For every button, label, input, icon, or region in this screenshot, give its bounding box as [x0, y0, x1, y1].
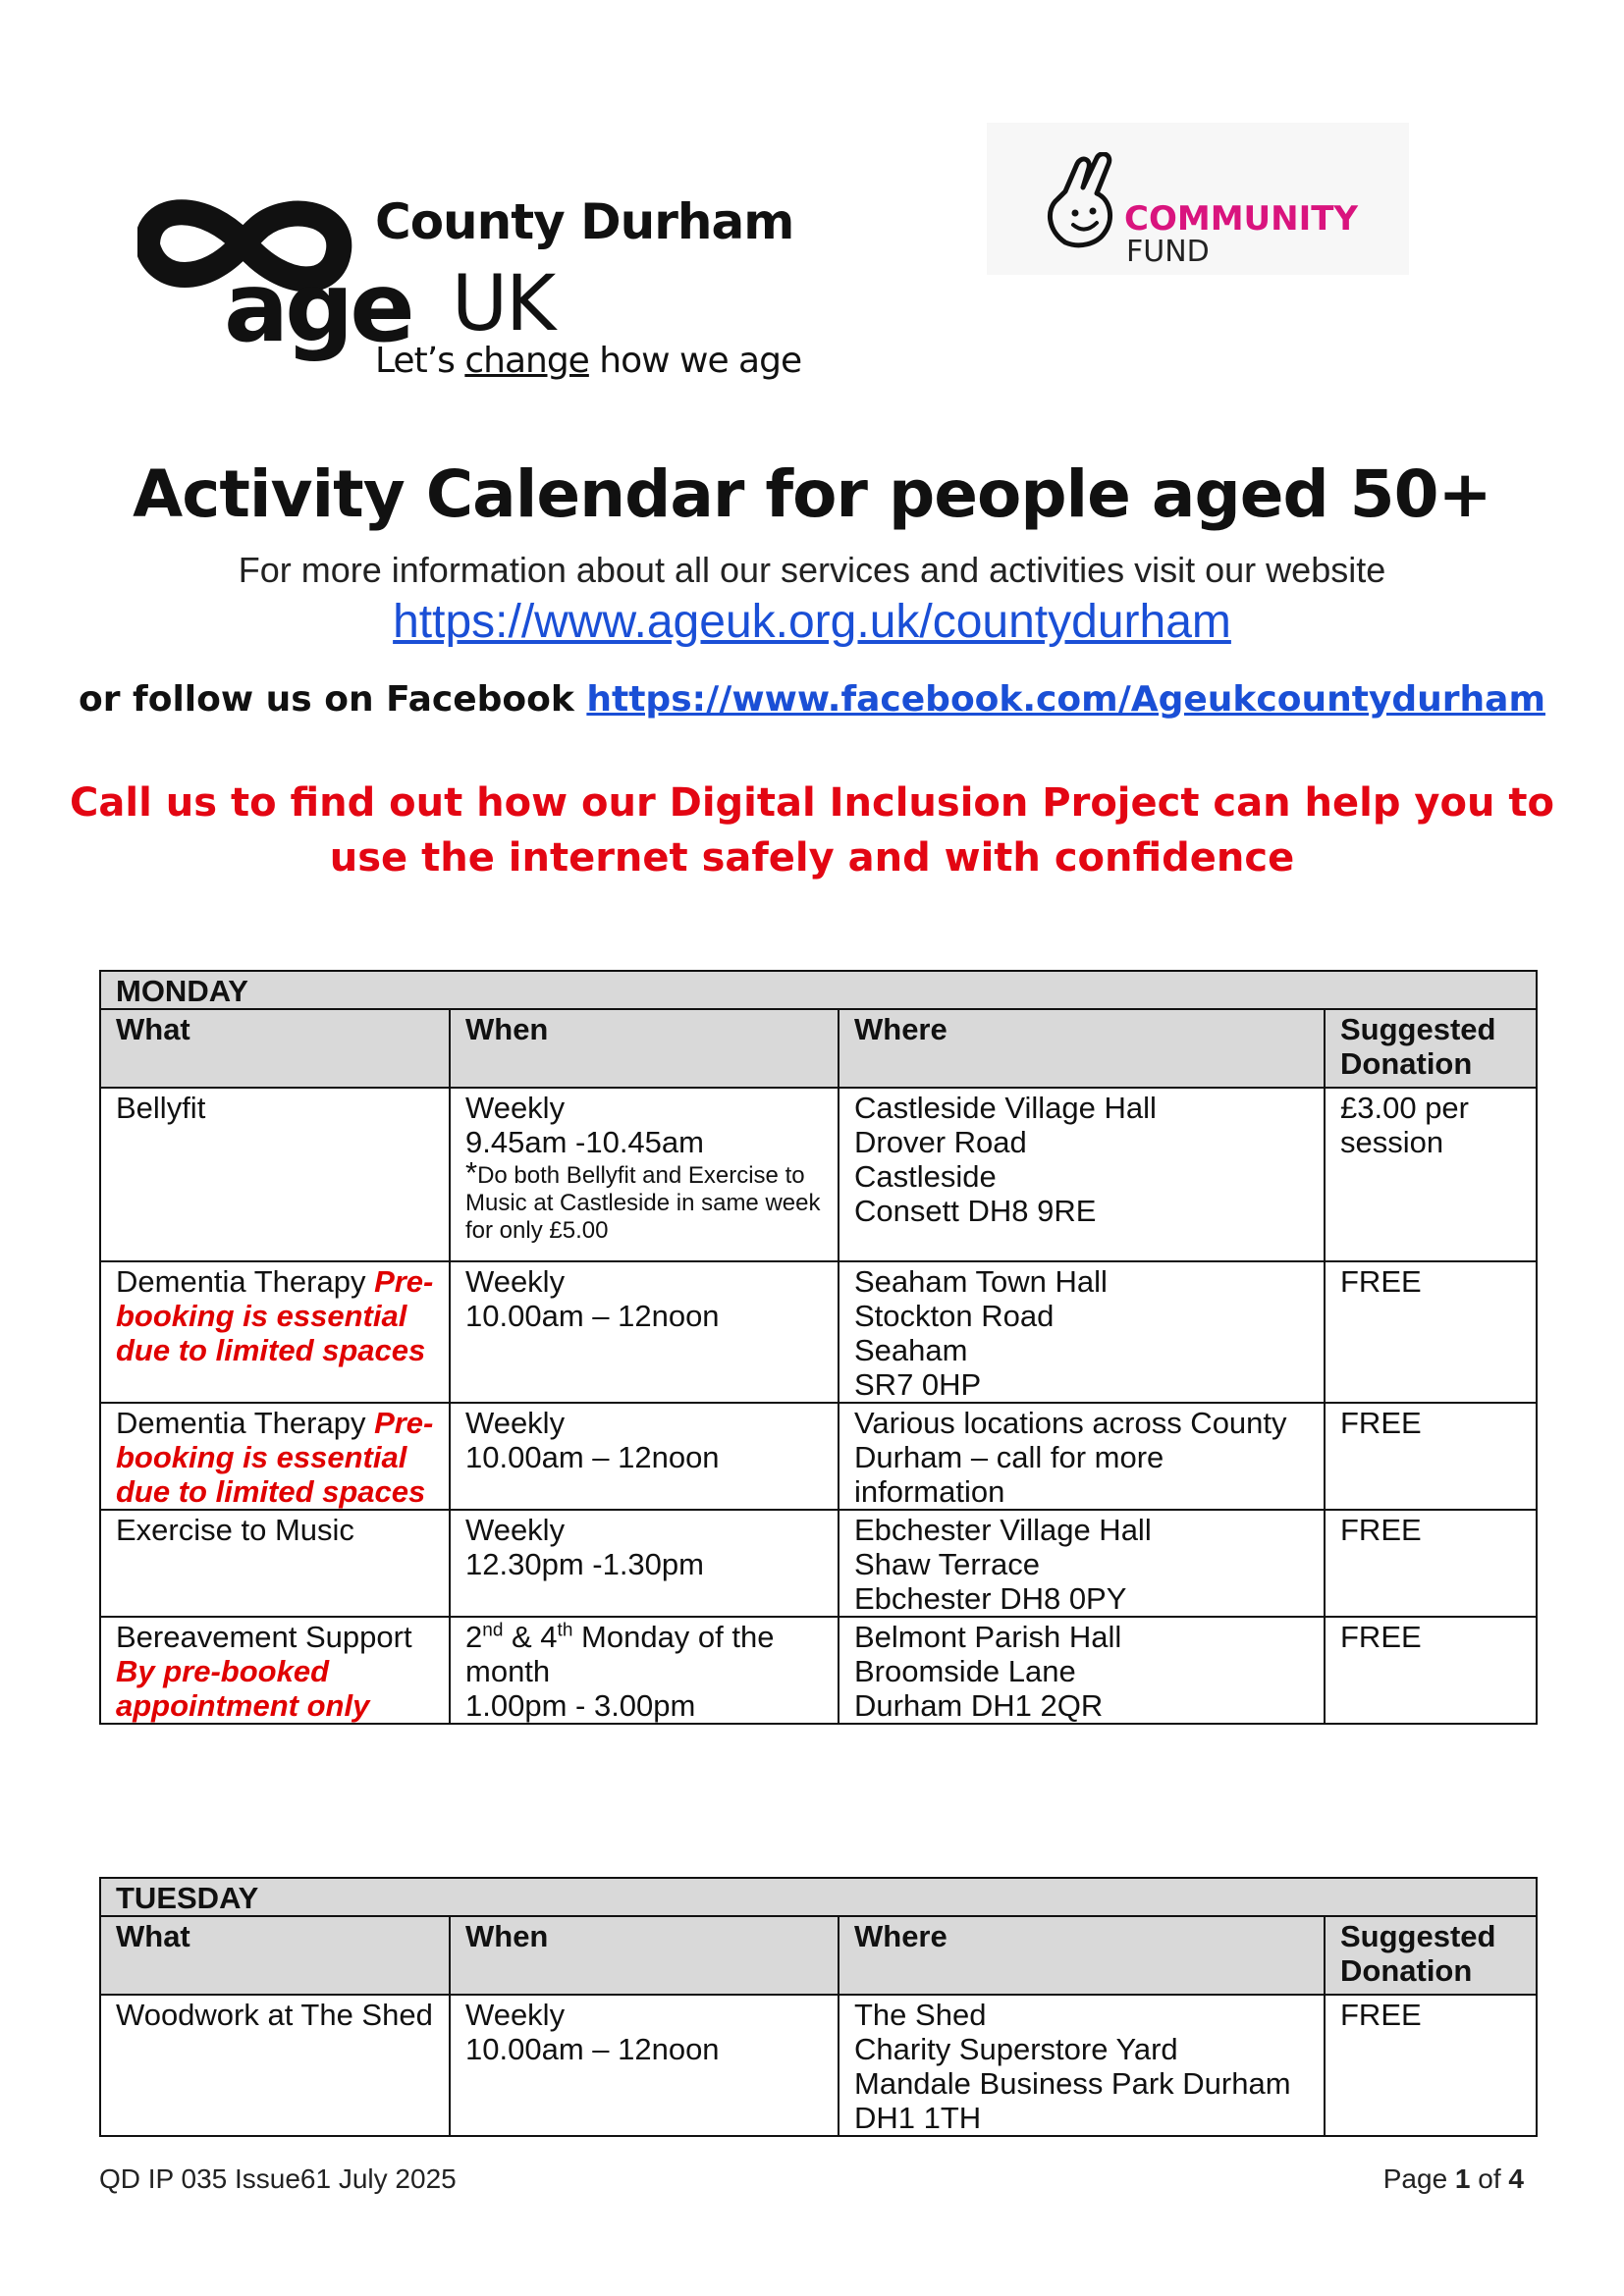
info-text: For more information about all our services and activities visit our website	[238, 550, 1386, 590]
bellyfit-note: *Do both Bellyfit and Exercise to Music at Castleside in same week for only £5.00	[465, 1155, 821, 1244]
col-what: What	[100, 1916, 450, 1995]
facebook-prefix: or follow us on Facebook	[79, 679, 587, 720]
community-fund-line2: FUND	[1126, 235, 1210, 269]
community-fund-logo	[987, 123, 1409, 275]
monday-table	[99, 970, 1538, 1725]
page-number: Page 1 of 4	[1382, 2163, 1524, 2194]
what-cell: Dementia Therapy Pre-booking is essential due to limited spaces	[100, 1261, 450, 1403]
page-title: Activity Calendar for people aged 50+	[133, 456, 1491, 532]
ageuk-tagline: Let’s change how we age	[375, 341, 802, 381]
community-fund-line1: COMMUNITY	[1124, 199, 1359, 239]
digital-line-2: use the internet safely and with confidence	[329, 835, 1295, 881]
when-cell: Weekly 10.00am – 12noon	[450, 1995, 839, 2136]
col-when: When	[450, 1009, 839, 1088]
table-row	[100, 1088, 1537, 1261]
what-cell: Exercise to Music	[100, 1510, 450, 1617]
what-cell: Bereavement Support By pre-booked appointment only	[100, 1617, 450, 1724]
table-row	[100, 1261, 1537, 1403]
col-when: When	[450, 1916, 839, 1995]
when-cell: 2nd & 4th Monday of the month 1.00pm - 3.00pm	[450, 1617, 839, 1724]
ageuk-county: County Durham	[375, 193, 794, 250]
ageuk-uk: UK	[452, 260, 555, 348]
when-cell: Weekly 9.45am -10.45am *Do both Bellyfit and Exercise to Music at Castleside in same week for only £5.00	[450, 1088, 839, 1261]
what-cell: Woodwork at The Shed	[100, 1995, 450, 2136]
table-row	[100, 1510, 1537, 1617]
when-cell: Weekly 12.30pm -1.30pm	[450, 1510, 839, 1617]
ageuk-age: age	[224, 252, 411, 364]
when-cell: Weekly 10.00am – 12noon	[450, 1403, 839, 1510]
where-cell: Ebchester Village Hall Shaw Terrace Ebchester DH8 0PY	[839, 1510, 1325, 1617]
donation-cell: FREE	[1325, 1510, 1537, 1617]
where-cell: The Shed Charity Superstore Yard Mandale Business Park Durham DH1 1TH	[839, 1995, 1325, 2136]
where-cell: Various locations across County Durham – call for more information	[839, 1403, 1325, 1510]
day-heading-tuesday: TUESDAY	[100, 1878, 1537, 1916]
facebook-link[interactable]: https://www.facebook.com/Ageukcountydurham	[586, 679, 1545, 720]
ageuk-logo	[137, 172, 805, 398]
donation-cell: FREE	[1325, 1995, 1537, 2136]
col-donation: Suggested Donation	[1325, 1009, 1537, 1088]
table-row	[100, 1403, 1537, 1510]
table-row	[100, 1617, 1537, 1724]
col-donation: Suggested Donation	[1325, 1916, 1537, 1995]
document-reference: QD IP 035 Issue61 July 2025	[99, 2163, 457, 2194]
donation-cell: FREE	[1325, 1403, 1537, 1510]
what-cell: Dementia Therapy Pre-booking is essential due to limited spaces	[100, 1403, 450, 1510]
crossed-fingers-icon	[1036, 152, 1134, 250]
when-cell: Weekly 10.00am – 12noon	[450, 1261, 839, 1403]
table-row	[100, 1995, 1537, 2136]
where-cell: Seaham Town Hall Stockton Road Seaham SR7 0HP	[839, 1261, 1325, 1403]
day-heading-monday: MONDAY	[100, 971, 1537, 1009]
col-what: What	[100, 1009, 450, 1088]
col-where: Where	[839, 1916, 1325, 1995]
digital-line-1: Call us to find out how our Digital Inclusion Project can help you to	[70, 780, 1554, 826]
donation-cell: FREE	[1325, 1261, 1537, 1403]
where-cell: Belmont Parish Hall Broomside Lane Durham DH1 2QR	[839, 1617, 1325, 1724]
website-link[interactable]: https://www.ageuk.org.uk/countydurham	[393, 596, 1231, 648]
donation-cell: FREE	[1325, 1617, 1537, 1724]
where-cell: Castleside Village Hall Drover Road Castleside Consett DH8 9RE	[839, 1088, 1325, 1261]
digital-inclusion-message	[0, 775, 1624, 885]
col-where: Where	[839, 1009, 1325, 1088]
tuesday-table	[99, 1877, 1538, 2137]
facebook-line	[0, 679, 1624, 720]
what-cell: Bellyfit	[100, 1088, 450, 1261]
donation-cell: £3.00 per session	[1325, 1088, 1537, 1261]
